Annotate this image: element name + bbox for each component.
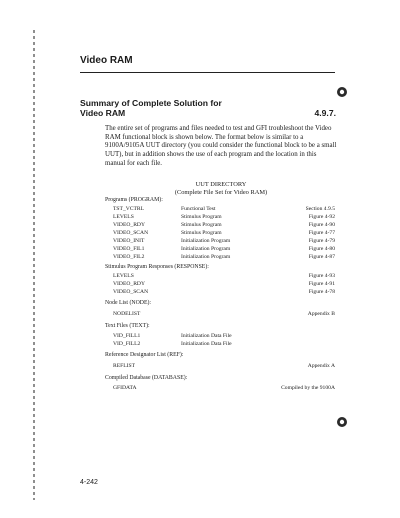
section-title-line1: Summary of Complete Solution for xyxy=(80,98,222,108)
file-location: Appendix B xyxy=(307,311,335,317)
programs-label: Programs (PROGRAM): xyxy=(105,197,163,203)
file-name: VIDEO_RDY xyxy=(113,222,146,228)
section-number: 4.9.7. xyxy=(314,108,336,118)
ref-list-label: Reference Designator List (REF): xyxy=(105,352,184,358)
table-row xyxy=(113,253,335,261)
file-use: Functional Test xyxy=(181,206,216,212)
punch-hole-icon-top xyxy=(336,86,348,98)
file-location: Figure 4-90 xyxy=(308,222,335,228)
file-location: Compiled by the 9100A xyxy=(281,385,335,391)
file-location: Figure 4-80 xyxy=(308,246,335,252)
file-use: Stimulus Program xyxy=(181,230,222,236)
file-use: Initialization Data File xyxy=(181,341,232,347)
text-files-label: Text Files (TEXT): xyxy=(105,323,150,329)
file-location: Appendix A xyxy=(307,363,335,369)
header-rule xyxy=(80,72,335,73)
file-location: Section 4.9.5 xyxy=(305,206,335,212)
file-name: VIDEO_SCAN xyxy=(113,289,149,295)
table-row xyxy=(113,384,335,392)
file-location: Figure 4-93 xyxy=(308,273,335,279)
table-row xyxy=(113,213,335,221)
file-name: NODELIST xyxy=(113,311,141,317)
file-location: Figure 4-92 xyxy=(308,214,335,220)
file-use: Initialization Program xyxy=(181,254,231,260)
directory-subtitle: (Complete File Set for Video RAM) xyxy=(174,189,268,196)
file-name: VIDEO_RDY xyxy=(113,281,146,287)
running-header: Video RAM xyxy=(80,55,133,66)
page-number: 4-242 xyxy=(80,479,98,486)
file-use: Initialization Program xyxy=(181,238,231,244)
file-name: VIDEO_FIL2 xyxy=(113,254,145,260)
file-name: VIDEO_FIL1 xyxy=(113,246,145,252)
file-location: Figure 4-78 xyxy=(308,289,335,295)
file-name: LEVELS xyxy=(113,273,134,279)
file-name: TST_VCTRL xyxy=(113,206,145,212)
table-row xyxy=(113,229,335,237)
punch-hole-icon-bottom xyxy=(336,416,348,428)
file-location: Figure 4-91 xyxy=(308,281,335,287)
file-use: Stimulus Program xyxy=(181,214,222,220)
table-row xyxy=(113,280,335,288)
file-name: VID_FILL2 xyxy=(113,341,141,347)
file-use: Stimulus Program xyxy=(181,222,222,228)
table-row xyxy=(113,221,335,229)
table-row xyxy=(113,272,335,280)
table-row xyxy=(113,288,335,296)
intro-paragraph: The entire set of programs and files needed to test and GFI troubleshoot the Video RAM functional block is shown below. The format below is similar to a 9100A/9105A UUT directory (you could consider the functional block to be a small UUT), but in addition shows the use of each program and the location in this manual for each file. xyxy=(105,125,337,167)
section-title xyxy=(80,98,300,118)
table-row xyxy=(113,237,335,245)
table-row xyxy=(113,205,335,213)
section-title-line2: Video RAM xyxy=(80,108,126,118)
table-row xyxy=(113,362,335,370)
file-name: VIDEO_INIT xyxy=(113,238,145,244)
responses-label: Stimulus Program Responses (RESPONSE): xyxy=(105,264,209,270)
table-row xyxy=(113,245,335,253)
node-list-label: Node List (NODE): xyxy=(105,300,152,306)
file-name: LEVELS xyxy=(113,214,134,220)
table-row xyxy=(113,340,335,348)
table-row xyxy=(113,310,335,318)
binding-edge xyxy=(33,30,35,500)
directory-heading xyxy=(105,181,337,197)
file-name: GFIDATA xyxy=(113,385,137,391)
file-use: Initialization Data File xyxy=(181,333,232,339)
file-name: REFLIST xyxy=(113,363,136,369)
file-location: Figure 4-77 xyxy=(308,230,335,236)
directory-title: UUT DIRECTORY xyxy=(195,181,247,188)
file-name: VID_FILL1 xyxy=(113,333,141,339)
file-use: Initialization Program xyxy=(181,246,231,252)
file-location: Figure 4-79 xyxy=(308,238,335,244)
file-location: Figure 4-87 xyxy=(308,254,335,260)
file-name: VIDEO_SCAN xyxy=(113,230,149,236)
table-row xyxy=(113,332,335,340)
database-label: Compiled Database (DATABASE): xyxy=(105,375,188,381)
